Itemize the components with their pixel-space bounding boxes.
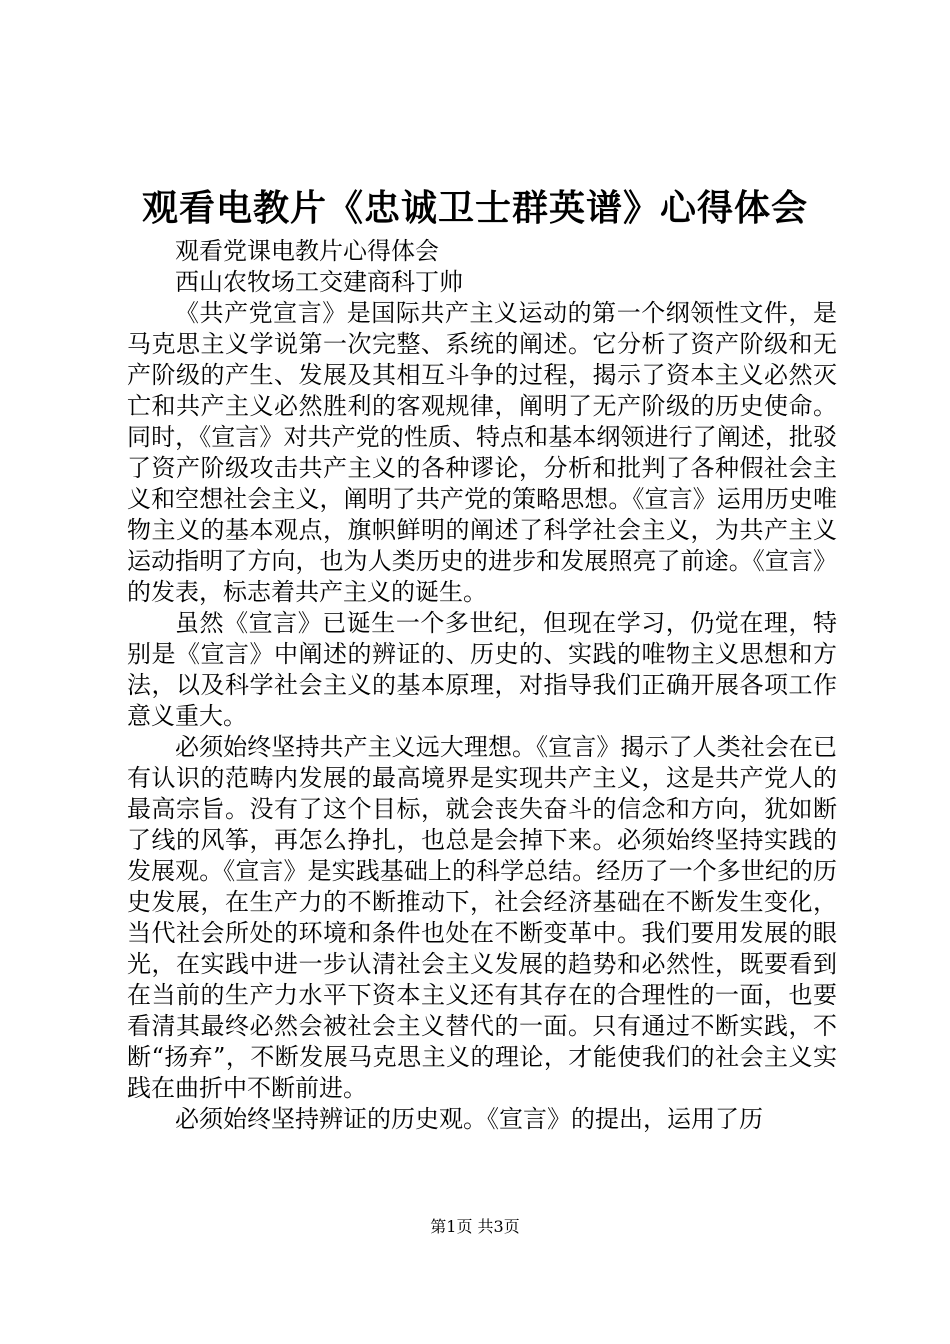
paragraph-2: 虽然《宣言》已诞生一个多世纪，但现在学习，仍觉在理，特别是《宣言》中阐述的辨证的、历史的、实践的唯物主义思想和方法，以及科学社会主义的基本原理，对指导我们正确开展各项工作意义重大。 — [127, 609, 837, 730]
paragraph-4: 必须始终坚持辨证的历史观。《宣言》的提出，运用了历 — [175, 1105, 763, 1133]
paragraph-1: 《共产党宣言》是国际共产主义运动的第一个纲领性文件，是马克思主义学说第一次完整、系统的阐述。它分析了资产阶级和无产阶级的产生、发展及其相互斗争的过程，揭示了资本主义必然灭亡和共产主义必然胜利的客观规律，阐明了无产阶级的历史使命。同时，《宣言》对共产党的性质、特点和基本纲领进行了阐述，批驳了资产阶级攻击共产主义的各种谬论，分析和批判了各种假社会主义和空想社会主义，阐明了共产党的策略思想。《宣言》运用历史唯物主义的基本观点，旗帜鲜明的阐述了科学社会主义，为共产主义运动指明了方向，也为人类历史的进步和发展照亮了前途。《宣言》的发表，标志着共产主义的诞生。 — [127, 299, 837, 606]
subtitle-line: 观看党课电教片心得体会 — [175, 237, 439, 265]
author-line: 西山农牧场工交建商科丁帅 — [175, 268, 463, 296]
page-footer — [0, 1216, 950, 1238]
document-body — [127, 236, 837, 1135]
document-title: 观看电教片《忠诚卫士群英谱》心得体会 — [141, 187, 808, 229]
page-number: 第1页 共3页 — [430, 1217, 520, 1236]
paragraph-3: 必须始终坚持共产主义远大理想。《宣言》揭示了人类社会在已有认识的范畴内发展的最高境界是实现共产主义，这是共产党人的最高宗旨。没有了这个目标，就会丧失奋斗的信念和方向，犹如断了线的风筝，再怎么挣扎，也总是会掉下来。必须始终坚持实践的发展观。《宣言》是实践基础上的科学总结。经历了一个多世纪的历史发展，在生产力的不断推动下，社会经济基础在不断发生变化，当代社会所处的环境和条件也处在不断变革中。我们要用发展的眼光，在实践中进一步认清社会主义发展的趋势和必然性，既要看到在当前的生产力水平下资本主义还有其存在的合理性的一面，也要看清其最终必然会被社会主义替代的一面。只有通过不断实践，不断“扬弃”，不断发展马克思主义的理论，才能使我们的社会主义实践在曲折中不断前进。 — [127, 733, 837, 1102]
